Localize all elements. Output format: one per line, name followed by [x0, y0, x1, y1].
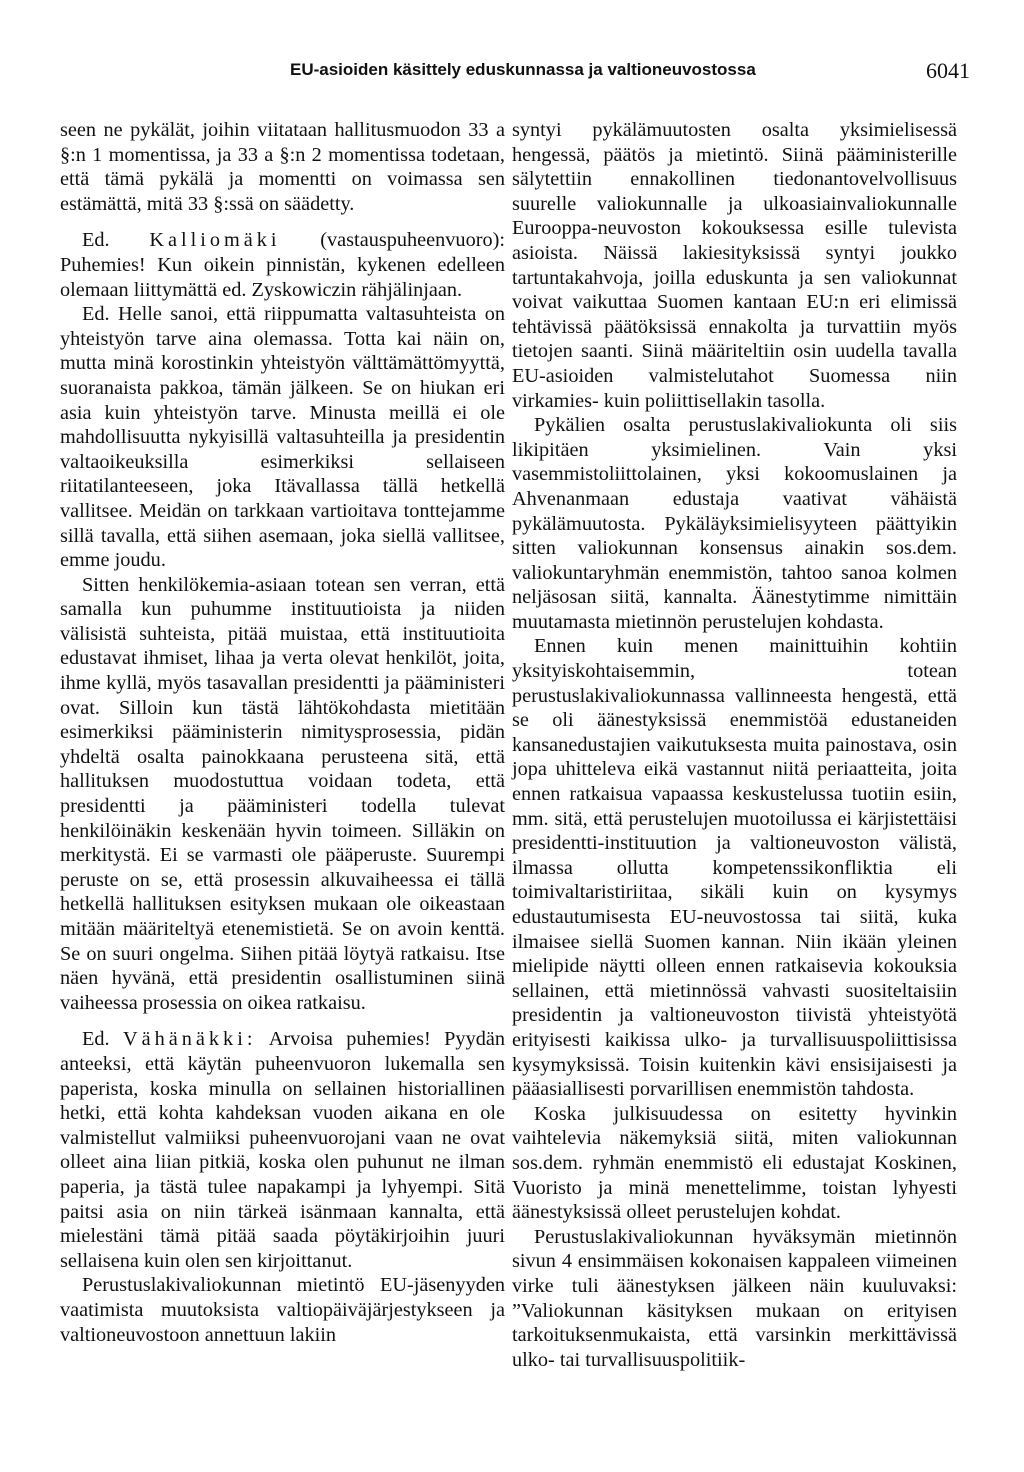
page-header — [0, 54, 1024, 90]
paragraph: Koska julkisuudessa on esitetty hyvinkin vaihtelevia näkemyksiä siitä, miten valiokunnan sos.dem. ryhmän enemmistö eli edustajat Koskinen, Vuoristo ja minä menettelimme, toistan lyhyesti äänestyksissä olleet perustelujen kohdat. — [512, 1102, 957, 1224]
paragraph: Perustuslakivaliokunnan hyväksymän mietinnön sivun 4 ensimmäisen kokonaisen kappaleen viimeinen virke tuli äänestyksen jälkeen näin kuuluvaksi: ”Valiokunnan käsityksen mukaan on erityisen tarkoituksenmukaista, että varsinkin merkittävissä ulko- tai turvallisuuspolitiik- — [512, 1225, 957, 1371]
paragraph: seen ne pykälät, joihin viitataan hallitusmuodon 33 a §:n 1 momentissa, ja 33 a §:n 2 momentissa todetaan, että tämä pykälä ja momentti on voimassa sen estämättä, mitä 33 §:ssä on säädetty. — [60, 119, 505, 215]
paragraph: Ed. Helle sanoi, että riippumatta valtasuhteista on yhteistyön tarve aina olemassa. Totta kai näin on, mutta minä korostinkin yhteistyön välttämättömyyttä, suoranaista pakkoa, tämän jälkeen. Se on hiukan eri asia kuin yhteistyön tarve. Minusta meillä ei ole mahdollisuutta nykyisillä valtasuhteilla ja presidentin valtaoikeuksilla esimerkiksi sellaiseen riitatilanteeseen, joka Itävallassa tällä hetkellä vallitsee. Meidän on tarkkaan vartioitava tonttejamme sillä tavalla, että siihen asemaan, joka siellä vallitsee, emme joudu. — [60, 303, 505, 572]
speaker-prefix: Ed. — [82, 1028, 110, 1051]
paragraph: Ennen kuin menen mainittuihin kohtiin yksityiskohtaisemmin, totean perustuslakivaliokunnassa vallinneesta hengestä, että se oli äänestyksissä enemmistöä edustaneiden kansanedustajien vaikutuksesta muita painostava, osin jopa uhitteleva eikä vastannut niitä periaatteita, joita ennen ratkaisua vapaassa keskustelussa tuotiin esiin, mm. sitä, että perustelujen muotoilussa ei kärjistettäisi presidentti-instituution ja valtioneuvoston välistä, ilmassa ollutta kompetenssikonfliktia eli toimivaltaristiriitaa, sikäli kuin on kysymys edustautumisesta EU-neuvostossa tai siitä, kuka ilmaisee siellä Suomen kannan. Niin ikään yleinen mielipide näytti olleen ennen ratkaisevia kokouksia sellainen, että mietinnössä vahvasti suositeltaisiin presidentin ja valtioneuvoston tiivistä yhteistyötä erityisesti kaikissa ulko- ja turvallisuuspoliittisissa kysymyksissä. Toisin kuitenkin kävi ensisijaisesti ja pääasiallisesti porvarillisen enemmistön tahdosta. — [512, 635, 957, 1101]
right-column — [512, 118, 957, 1372]
speech-text: (vastauspuheenvuoro): Puhemies! Kun oikein pinnistän, kykenen edelleen olemaan liittymättä ed. Zyskowiczin rähjälinjaan. — [60, 229, 505, 301]
speaker-paragraph — [60, 228, 505, 302]
page-number: 6041 — [926, 58, 970, 83]
speaker-name: Vähänäkki: — [122, 1028, 257, 1051]
speaker-paragraph — [60, 1027, 505, 1273]
left-column — [60, 118, 505, 1347]
speaker-name: Kalliomäki — [149, 229, 281, 252]
speaker-prefix: Ed. — [82, 229, 110, 252]
paragraph: Sitten henkilökemia-asiaan totean sen verran, että samalla kun puhumme instituutioista ja niiden välisistä suhteista, pitää muistaa, että instituutioita edustavat ihmiset, lihaa ja verta olevat henkilöt, joita, ihme kyllä, myös tasavallan presidentti ja pääministeri ovat. Silloin kun tästä lähtökohdasta mietitään esimerkiksi pääministerin nimitysprosessia, pidän yhdeltä osalta painokkaana perusteena sitä, että hallituksen muodostuttua voidaan todeta, että presidentti ja pääministeri todella tulevat henkilöinäkin keskenään hyvin toimeen. Silläkin on merkitystä. Ei se varmasti ole pääperuste. Suurempi peruste on se, että prosessin alkuvaiheessa ei tällä hetkellä hallituksen esityksen mukaan ole oikeastaan mitään määriteltyä etenemistietä. Se on avoin kenttä. Se on suuri ongelma. Siihen pitää löytyä ratkaisu. Itse näen hyvänä, että presidentin osallistuminen siinä vaiheessa prosessia on oikea ratkaisu. — [60, 573, 505, 1014]
speech-text: Arvoisa puhemies! Pyydän anteeksi, että käytän puheenvuoron lukemalla sen paperista, koska minulla on sellainen historiallinen hetki, että kohta kahdeksan vuoden aikana en ole valmistellut valmiiksi puheenvuorojani vaan ne ovat olleet aina liian pitkiä, koska olen puhunut ne ilman paperia, ja tästä tulee napakampi ja lyhyempi. Sitä paitsi asia on niin tärkeä isänmaan kannalta, että mielestäni tämä pitää saada pöytäkirjoihin juuri sellaisena kuin olen sen kirjoittanut. — [60, 1028, 505, 1272]
running-title: EU-asioiden käsittely eduskunnassa ja valtioneuvostossa — [290, 60, 756, 79]
paragraph: syntyi pykälämuutosten osalta yksimielisessä hengessä, päätös ja mietintö. Siinä pääministerille sälytettiin ennakollinen tiedonantovelvollisuus suurelle valiokunnalle ja ulkoasiainvaliokunnalle Eurooppa-neuvoston kokouksessa esille tulevista asioista. Näissä lakiesityksissä syntyi joukko tartuntakahvoja, joilla eduskunta ja sen valiokunnat voivat vaikuttaa Suomen kantaan EU:n eri elimissä tehtävissä päätöksissä ennakolta ja turvattiin myös tietojen saanti. Siinä määriteltiin osin uudella tavalla EU-asioiden valmistelutahot Suomessa niin virkamies- kuin poliittisellakin tasolla. — [512, 119, 957, 412]
paragraph: Pykälien osalta perustuslakivaliokunta oli siis likipitäen yksimielinen. Vain yksi vasemmistoliittolainen, yksi kokoomuslainen ja Ahvenanmaan edustaja vaativat vähäistä pykälämuutosta. Pykäläyksimielisyyteen päättyikin sitten valiokunnan konsensus ainakin sos.dem. valiokuntaryhmän enemmistön, tahtoo sanoa kolmen neljäsosan siitä, kannalta. Äänestytimme nimittäin muutamasta mietinnön perustelujen kohdasta. — [512, 414, 957, 633]
paragraph: Perustuslakivaliokunnan mietintö EU-jäsenyyden vaatimista muutoksista valtiopäiväjärjestykseen ja valtioneuvostoon annettuun lakiin — [60, 1274, 505, 1346]
